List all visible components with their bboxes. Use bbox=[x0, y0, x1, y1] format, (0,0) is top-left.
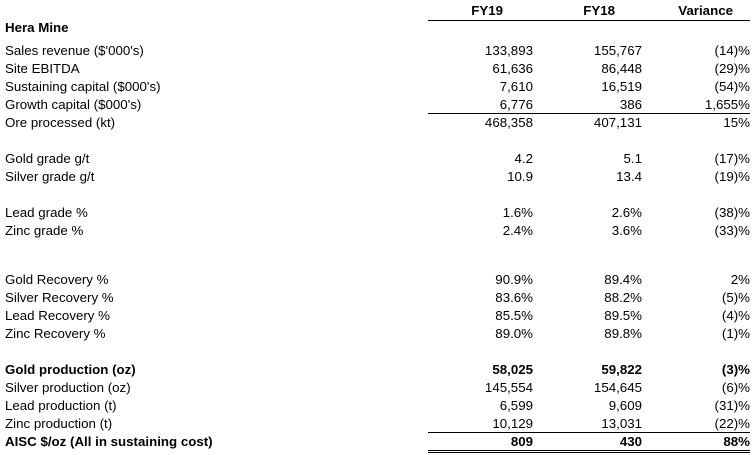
header-variance: Variance bbox=[678, 3, 733, 18]
row-variance: (17)% bbox=[714, 151, 750, 166]
row-label: Site EBITDA bbox=[5, 61, 80, 76]
table-row bbox=[0, 60, 754, 78]
row-label: Silver grade g/t bbox=[5, 169, 95, 184]
row-label: Ore processed (kt) bbox=[5, 115, 116, 130]
row-variance: (22)% bbox=[714, 416, 750, 431]
row-fy18: 59,822 bbox=[601, 362, 642, 377]
row-fy18: 430 bbox=[619, 434, 642, 449]
row-variance: (6)% bbox=[721, 380, 750, 395]
row-variance: 1,655% bbox=[704, 97, 750, 112]
row-fy18: 16,519 bbox=[601, 79, 642, 94]
row-label: Gold grade g/t bbox=[5, 151, 90, 166]
section-title-row bbox=[0, 19, 754, 37]
row-fy18: 89.5% bbox=[604, 308, 642, 323]
row-label: Zinc Recovery % bbox=[5, 326, 106, 341]
row-fy19: 90.9% bbox=[495, 272, 533, 287]
row-fy19: 89.0% bbox=[495, 326, 533, 341]
total-underline-2 bbox=[428, 452, 750, 453]
table-row bbox=[0, 397, 754, 415]
row-variance: (1)% bbox=[721, 326, 750, 341]
table-row bbox=[0, 222, 754, 240]
header-fy19: FY19 bbox=[471, 3, 503, 18]
row-variance: (31)% bbox=[714, 398, 750, 413]
row-label: Zinc grade % bbox=[5, 223, 84, 238]
row-fy18: 154,645 bbox=[593, 380, 642, 395]
row-fy18: 5.1 bbox=[623, 151, 642, 166]
row-fy19: 4.2 bbox=[514, 151, 533, 166]
row-fy18: 2.6% bbox=[611, 205, 642, 220]
row-variance: 15% bbox=[723, 115, 750, 130]
row-fy19: 83.6% bbox=[495, 290, 533, 305]
row-label: Lead Recovery % bbox=[5, 308, 110, 323]
row-variance: (3)% bbox=[721, 362, 750, 377]
row-fy19: 58,025 bbox=[492, 362, 533, 377]
total-underline-1 bbox=[428, 450, 750, 451]
row-fy18: 9,609 bbox=[608, 398, 642, 413]
row-fy18: 13,031 bbox=[601, 416, 642, 431]
table-row bbox=[0, 271, 754, 289]
table-row bbox=[0, 307, 754, 325]
row-fy19: 6,599 bbox=[499, 398, 533, 413]
row-label: Gold Recovery % bbox=[5, 272, 109, 287]
section-title: Hera Mine bbox=[5, 20, 69, 35]
row-label: Lead grade % bbox=[5, 205, 88, 220]
row-fy19: 85.5% bbox=[495, 308, 533, 323]
row-fy18: 3.6% bbox=[611, 223, 642, 238]
row-fy18: 88.2% bbox=[604, 290, 642, 305]
row-variance: (29)% bbox=[714, 61, 750, 76]
row-fy19: 2.4% bbox=[502, 223, 533, 238]
row-fy19: 61,636 bbox=[492, 61, 533, 76]
row-variance: (4)% bbox=[721, 308, 750, 323]
row-label: Sales revenue ($'000's) bbox=[5, 43, 144, 58]
row-fy18: 407,131 bbox=[593, 115, 642, 130]
table-row bbox=[0, 433, 754, 451]
row-fy18: 155,767 bbox=[593, 43, 642, 58]
row-label: AISC $/oz (All in sustaining cost) bbox=[5, 434, 213, 449]
row-fy18: 89.4% bbox=[604, 272, 642, 287]
row-fy19: 133,893 bbox=[484, 43, 533, 58]
row-variance: (54)% bbox=[714, 79, 750, 94]
table-row bbox=[0, 150, 754, 168]
row-fy18: 89.8% bbox=[604, 326, 642, 341]
table-row bbox=[0, 325, 754, 343]
table-row bbox=[0, 361, 754, 379]
row-fy19: 6,776 bbox=[499, 97, 533, 112]
row-variance: (33)% bbox=[714, 223, 750, 238]
row-label: Gold production (oz) bbox=[5, 362, 136, 377]
row-fy19: 468,358 bbox=[484, 115, 533, 130]
row-label: Sustaining capital ($000's) bbox=[5, 79, 161, 94]
table-row bbox=[0, 114, 754, 132]
row-fy19: 809 bbox=[510, 434, 533, 449]
table-row bbox=[0, 168, 754, 186]
row-fy19: 10,129 bbox=[492, 416, 533, 431]
row-variance: 88% bbox=[723, 434, 750, 449]
table-header bbox=[0, 2, 754, 20]
row-label: Silver Recovery % bbox=[5, 290, 114, 305]
table-row bbox=[0, 78, 754, 96]
row-fy19: 145,554 bbox=[484, 380, 533, 395]
row-variance: (19)% bbox=[714, 169, 750, 184]
row-fy19: 7,610 bbox=[499, 79, 533, 94]
row-label: Silver production (oz) bbox=[5, 380, 131, 395]
table-row bbox=[0, 204, 754, 222]
row-variance: (5)% bbox=[721, 290, 750, 305]
row-label: Growth capital ($000's) bbox=[5, 97, 142, 112]
table-row bbox=[0, 379, 754, 397]
row-fy19: 10.9 bbox=[507, 169, 533, 184]
row-label: Zinc production (t) bbox=[5, 416, 113, 431]
table-row bbox=[0, 289, 754, 307]
row-variance: (14)% bbox=[714, 43, 750, 58]
table-row bbox=[0, 42, 754, 60]
table-row bbox=[0, 415, 754, 433]
row-variance: (38)% bbox=[714, 205, 750, 220]
row-fy18: 386 bbox=[619, 97, 642, 112]
header-fy18: FY18 bbox=[583, 3, 615, 18]
row-variance: 2% bbox=[730, 272, 750, 287]
row-fy19: 1.6% bbox=[502, 205, 533, 220]
row-fy18: 86,448 bbox=[601, 61, 642, 76]
row-fy18: 13.4 bbox=[616, 169, 642, 184]
row-label: Lead production (t) bbox=[5, 398, 117, 413]
table-row bbox=[0, 96, 754, 114]
